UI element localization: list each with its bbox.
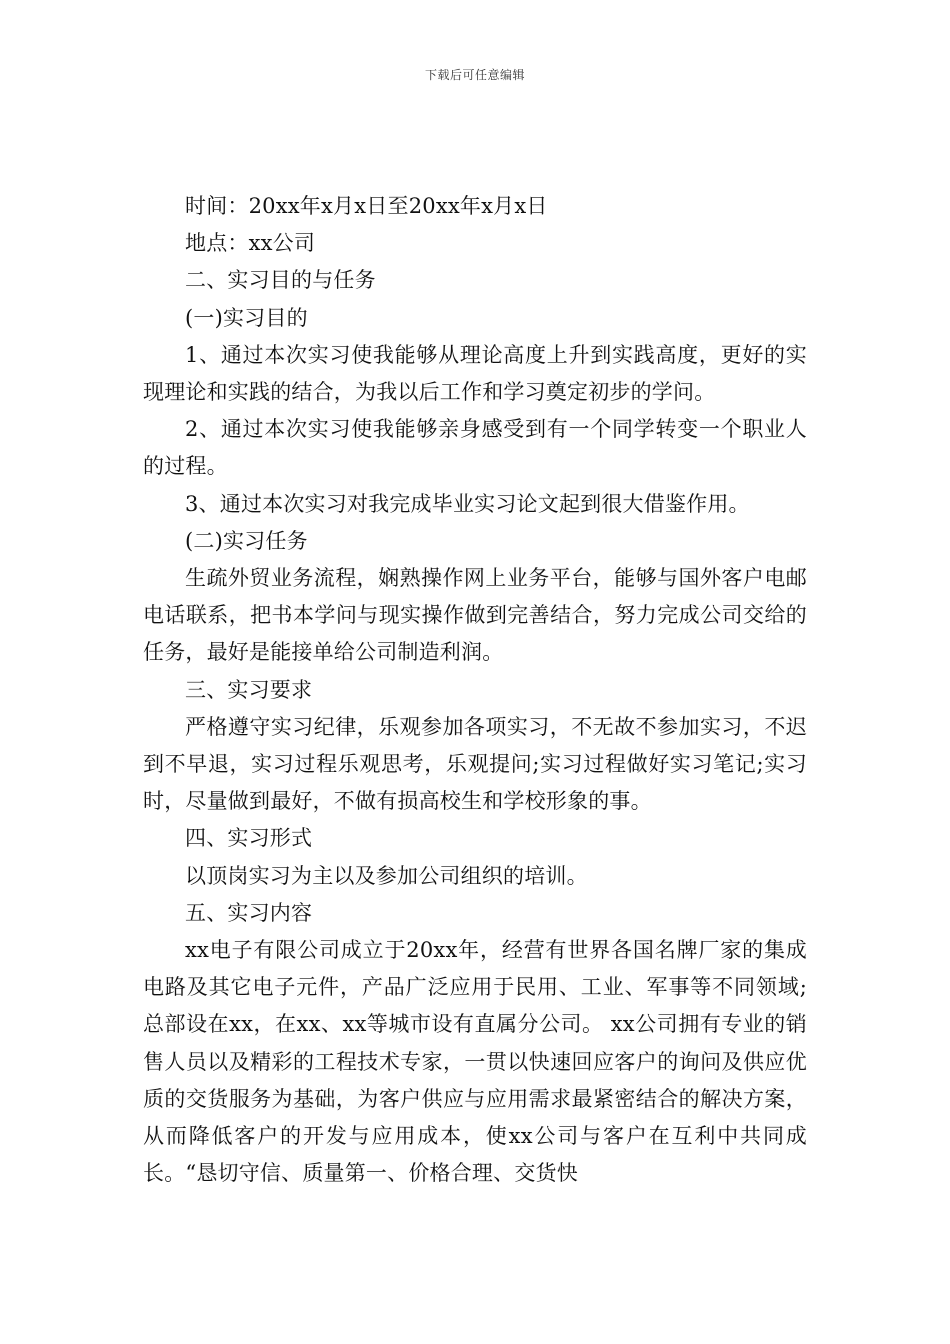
page-header: 下载后可任意编辑 bbox=[424, 68, 525, 82]
section-heading-content: 五、实习内容 bbox=[185, 900, 313, 925]
document-body bbox=[143, 188, 807, 1192]
paragraph-company-intro: xx电子有限公司成立于20xx年，经营有世界各国名牌厂家的集成电路及其它电子元件，产品广泛应用于民用、工业、军事等不同领域;总部设在xx，在xx、xx等城市设有直属分公司。 xx公司拥有专业的销售人员以及精彩的工程技术专家，一贯以快速回应客户的询问及供应优质的交货服务为基础，为客户供应与应用需求最紧密结合的解决方案，从而降低客户的开发与应用成本，使xx公司与客户在互利中共同成长。“恳切守信、质量第一、价格合理、交货快 bbox=[143, 938, 807, 1186]
section-heading-requirements: 三、实习要求 bbox=[185, 677, 313, 702]
paragraph-requirements: 严格遵守实习纪律，乐观参加各项实习，不无故不参加实习，不迟到不早退，实习过程乐观思考，乐观提问;实习过程做好实习笔记;实习时，尽量做到最好，不做有损高校生和学校形象的事。 bbox=[143, 714, 807, 814]
subheading-tasks: (二)实习任务 bbox=[185, 528, 308, 553]
section-heading-purpose-and-tasks: 二、实习目的与任务 bbox=[185, 268, 376, 293]
paragraph-purpose-3: 3、通过本次实习对我完成毕业实习论文起到很大借鉴作用。 bbox=[185, 491, 750, 516]
paragraph-form: 以顶岗实习为主以及参加公司组织的培训。 bbox=[185, 863, 588, 888]
paragraph-tasks: 生疏外贸业务流程，娴熟操作网上业务平台，能够与国外客户电邮电话联系，把书本学问与现实操作做到完善结合，努力完成公司交给的任务，最好是能接单给公司制造利润。 bbox=[143, 566, 807, 665]
paragraph-location: 地点：xx公司 bbox=[185, 231, 316, 256]
section-heading-form: 四、实习形式 bbox=[185, 826, 313, 851]
paragraph-time: 时间：20xx年x月x日至20xx年x月x日 bbox=[185, 194, 548, 218]
paragraph-purpose-2: 2、通过本次实习使我能够亲身感受到有一个同学转变一个职业人的过程。 bbox=[143, 417, 807, 479]
subheading-purpose: (一)实习目的 bbox=[185, 305, 308, 330]
paragraph-purpose-1: 1、通过本次实习使我能够从理论高度上升到实践高度，更好的实现理论和实践的结合，为我以后工作和学习奠定初步的学问。 bbox=[143, 342, 807, 405]
